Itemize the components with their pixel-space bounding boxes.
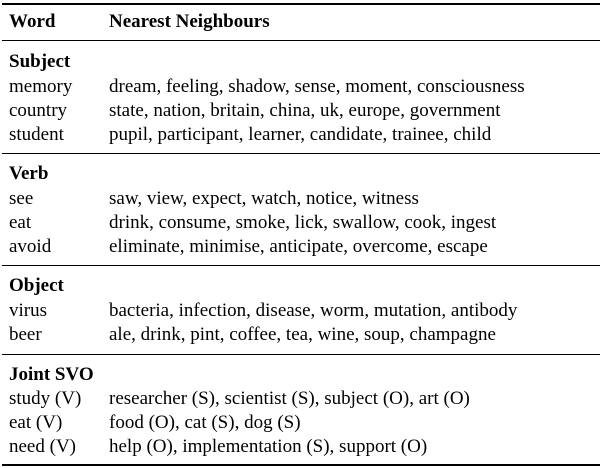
section-title-object: Object: [9, 275, 64, 296]
header-word: Word: [9, 11, 56, 32]
row-neighbours: saw, view, expect, watch, notice, witness: [109, 188, 419, 209]
section-rule: [2, 354, 600, 355]
section-title-subject: Subject: [9, 51, 71, 72]
row-word: virus: [9, 300, 47, 321]
row-neighbours: researcher (S), scientist (S), subject (O), art (O): [109, 388, 470, 409]
section-rule: [2, 265, 600, 266]
row-word: see: [9, 188, 34, 209]
row-word: beer: [9, 324, 42, 345]
header-neighbours: Nearest Neighbours: [109, 11, 270, 32]
row-neighbours: state, nation, britain, china, uk, europe, government: [109, 100, 501, 121]
row-word: eat: [9, 212, 32, 233]
row-word: memory: [9, 76, 73, 97]
section-title-joint-svo: Joint SVO: [9, 364, 94, 385]
row-neighbours: drink, consume, smoke, lick, swallow, cook, ingest: [109, 212, 497, 233]
row-word: need (V): [9, 436, 76, 457]
row-word: student: [9, 124, 64, 145]
row-word: country: [9, 100, 68, 121]
section-rule: [2, 153, 600, 154]
row-neighbours: ale, drink, pint, coffee, tea, wine, soup, champagne: [109, 324, 496, 345]
row-neighbours: help (O), implementation (S), support (O): [109, 436, 428, 457]
row-neighbours: eliminate, minimise, anticipate, overcome, escape: [109, 236, 488, 257]
row-neighbours: pupil, participant, learner, candidate, trainee, child: [109, 124, 492, 145]
row-word: eat (V): [9, 412, 63, 433]
top-rule: [2, 3, 600, 5]
row-neighbours: food (O), cat (S), dog (S): [109, 412, 301, 433]
row-word: avoid: [9, 236, 52, 257]
header-rule: [2, 40, 600, 41]
bottom-rule: [2, 464, 600, 466]
row-neighbours: bacteria, infection, disease, worm, mutation, antibody: [109, 300, 518, 321]
row-word: study (V): [9, 388, 82, 409]
section-title-verb: Verb: [9, 163, 49, 184]
row-neighbours: dream, feeling, shadow, sense, moment, consciousness: [109, 76, 525, 97]
